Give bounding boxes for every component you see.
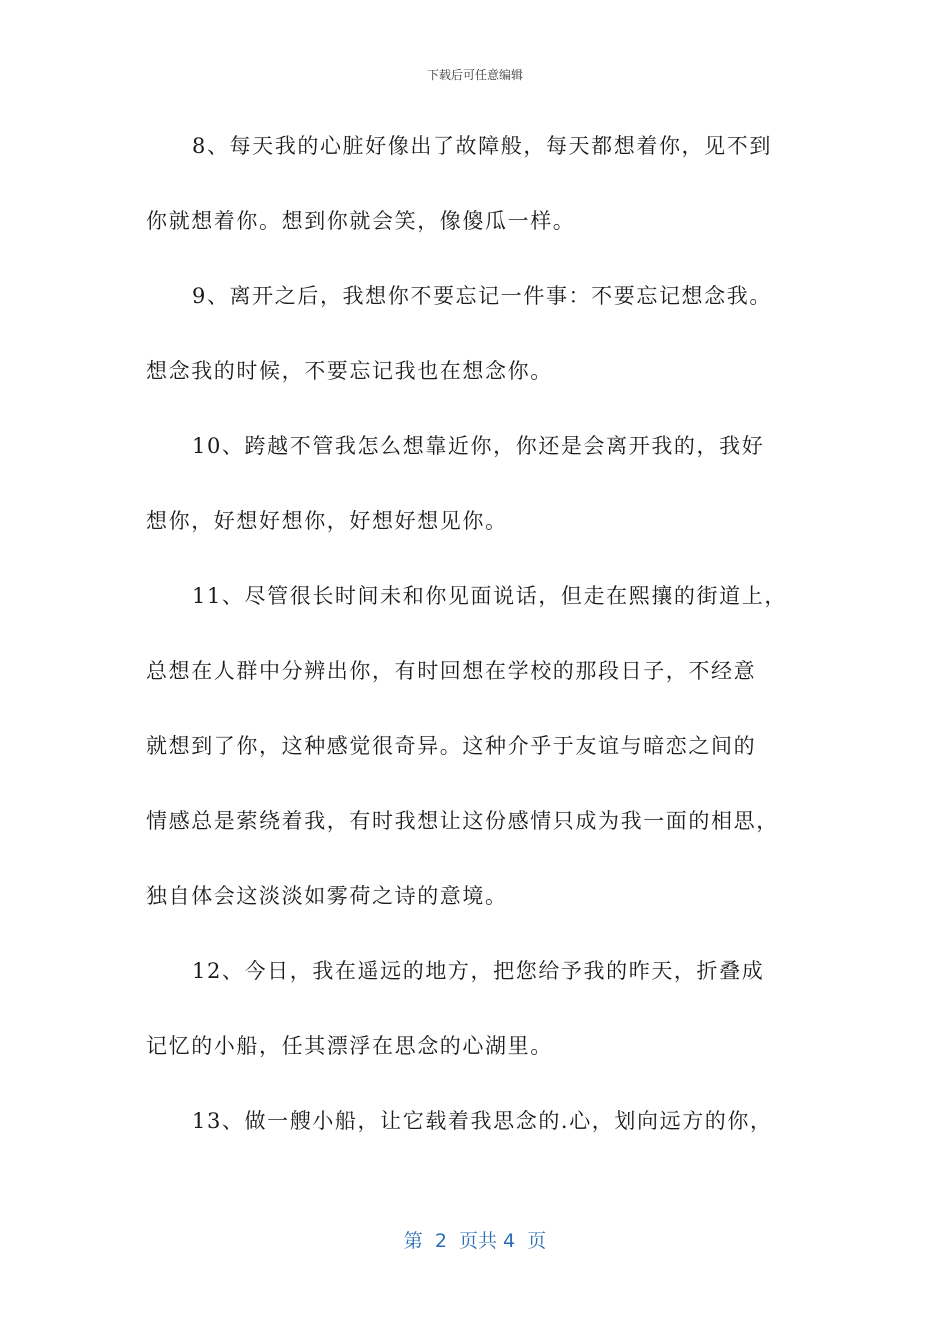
paragraph-line: 11、尽管很长时间未和你见面说话，但走在熙攘的街道上， xyxy=(192,584,787,608)
paragraph-line: 8、每天我的心脏好像出了故障般，每天都想着你，见不到 xyxy=(192,134,772,158)
paragraph-line: 12、今日，我在遥远的地方，把您给予我的昨天，折叠成 xyxy=(192,959,765,983)
paragraph-line: 记忆的小船，任其漂浮在思念的心湖里。 xyxy=(146,1034,553,1058)
paragraph-line: 想你，好想好想你，好想好想见你。 xyxy=(146,509,508,533)
paragraph-line: 想念我的时候，不要忘记我也在想念你。 xyxy=(146,359,553,383)
paragraph-line: 13、做一艘小船，让它载着我思念的.心，划向远方的你， xyxy=(192,1109,773,1133)
paragraph-line: 9、离开之后，我想你不要忘记一件事：不要忘记想念我。 xyxy=(192,284,772,308)
document-body xyxy=(146,118,810,1168)
page-header: 下载后可任意编辑 xyxy=(426,68,523,82)
paragraph-line: 总想在人群中分辨出你，有时回想在学校的那段日子，不经意 xyxy=(146,659,757,683)
paragraph-line: 独自体会这淡淡如雾荷之诗的意境。 xyxy=(146,884,508,908)
page-number: 第 2 页共 4 页 xyxy=(403,1230,547,1252)
paragraph-line: 你就想着你。想到你就会笑，像傻瓜一样。 xyxy=(146,209,576,233)
paragraph-line: 情感总是萦绕着我，有时我想让这份感情只成为我一面的相思， xyxy=(146,809,779,833)
paragraph-line: 就想到了你，这种感觉很奇异。这种介乎于友谊与暗恋之间的 xyxy=(146,734,757,758)
paragraph-line: 10、跨越不管我怎么想靠近你，你还是会离开我的，我好 xyxy=(192,434,765,458)
